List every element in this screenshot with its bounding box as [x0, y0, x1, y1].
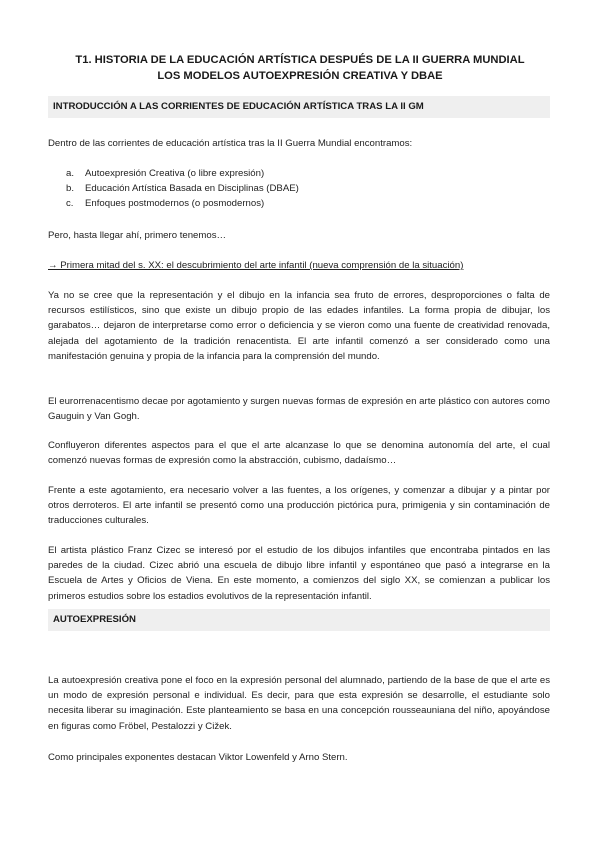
list-marker: c. — [66, 198, 74, 210]
section-heading-introduccion: INTRODUCCIÓN A LAS CORRIENTES DE EDUCACIÓN ARTÍSTICA TRAS LA II GM — [48, 96, 550, 118]
transition-paragraph: Pero, hasta llegar ahí, primero tenemos… — [48, 230, 227, 241]
body-paragraph: La autoexpresión creativa pone el foco en la expresión personal del alumnado, partiendo de la base de que el arte es un modo de expresión personal e individual. Es decir, para que esta expresión se desarrolle, el estudiante solo necesita liberar su imaginación. Este planteamiento se basa en una concepción rousseauniana del niño, apoyándose en figuras como Fröbel, Pestalozzi y Cižek. — [48, 675, 550, 732]
list-item — [66, 166, 299, 181]
list-item-text: Enfoques postmodernos (o posmodernos) — [85, 198, 265, 210]
corrientes-list — [66, 166, 299, 212]
list-item — [66, 196, 299, 211]
list-item-text: Educación Artística Basada en Disciplinas (DBAE) — [85, 183, 299, 195]
list-marker: b. — [66, 183, 75, 195]
title-line-1: T1. HISTORIA DE LA EDUCACIÓN ARTÍSTICA DESPUÉS DE LA II GUERRA MUNDIAL — [75, 54, 525, 66]
body-paragraph: El eurorrenacentismo decae por agotamiento y surgen nuevas formas de expresión en arte plástico con autores como Gauguin y Van Gogh. — [48, 396, 550, 423]
list-item-text: Autoexpresión Creativa (o libre expresión) — [85, 168, 265, 179]
intro-paragraph: Dentro de las corrientes de educación artística tras la II Guerra Mundial encontramos: — [48, 138, 413, 149]
body-paragraph: Ya no se cree que la representación y el dibujo en la infancia sea fruto de errores, desproporciones o falta de recursos estilísticos, sino que existe un dibujo propio de las edades infantiles. La forma propia de dibujar, los garabatos… dejaron de interpretarse como error o deficiencia y se vieron como una fuente de creatividad renovada, alejada del agotamiento de la tradición renacentista. El arte infantil comenzó a ser considerado como una manifestación genuina y propia de la infancia para la comprensión del mundo. — [48, 290, 550, 362]
list-item — [66, 181, 299, 196]
section-heading-autoexpresion: AUTOEXPRESIÓN — [48, 609, 550, 631]
list-marker: a. — [66, 168, 75, 179]
subheading-primera-mitad — [48, 258, 550, 273]
body-paragraph: Confluyeron diferentes aspectos para el que el arte alcanzase lo que se denomina autonomía del arte, el cual comenzó nuevas formas de expresión como la abstracción, cubismo, dadaísmo… — [48, 440, 550, 467]
body-paragraph: El artista plástico Franz Cizec se interesó por el estudio de los dibujos infantiles que encontraba pintados en las paredes de la ciudad. Cizec abrió una escuela de dibujo libre infantil y espontáneo que pasó a integrarse en la Escuela de Artes y Oficios de Viena. En este momento, a comienzos del siglo XX, se comienzan a publicar los primeros estudios sobre los estadios evolutivos de la representación infantil. — [48, 545, 550, 602]
body-paragraph: Frente a este agotamiento, era necesario volver a las fuentes, a los orígenes, y comenzar a dibujar y a pintar por otros derroteros. El arte infantil se presentó como una producción pictórica pura, primigenia y sin contaminación de traducciones culturales. — [48, 485, 550, 527]
title-line-2: LOS MODELOS AUTOEXPRESIÓN CREATIVA Y DBAE — [157, 70, 443, 82]
body-paragraph: Como principales exponentes destacan Viktor Lowenfeld y Arno Stern. — [48, 752, 348, 763]
subheading-text: → Primera mitad del s. XX: el descubrimiento del arte infantil (nueva comprensión de la situación) — [48, 260, 464, 271]
document-title — [0, 52, 600, 84]
